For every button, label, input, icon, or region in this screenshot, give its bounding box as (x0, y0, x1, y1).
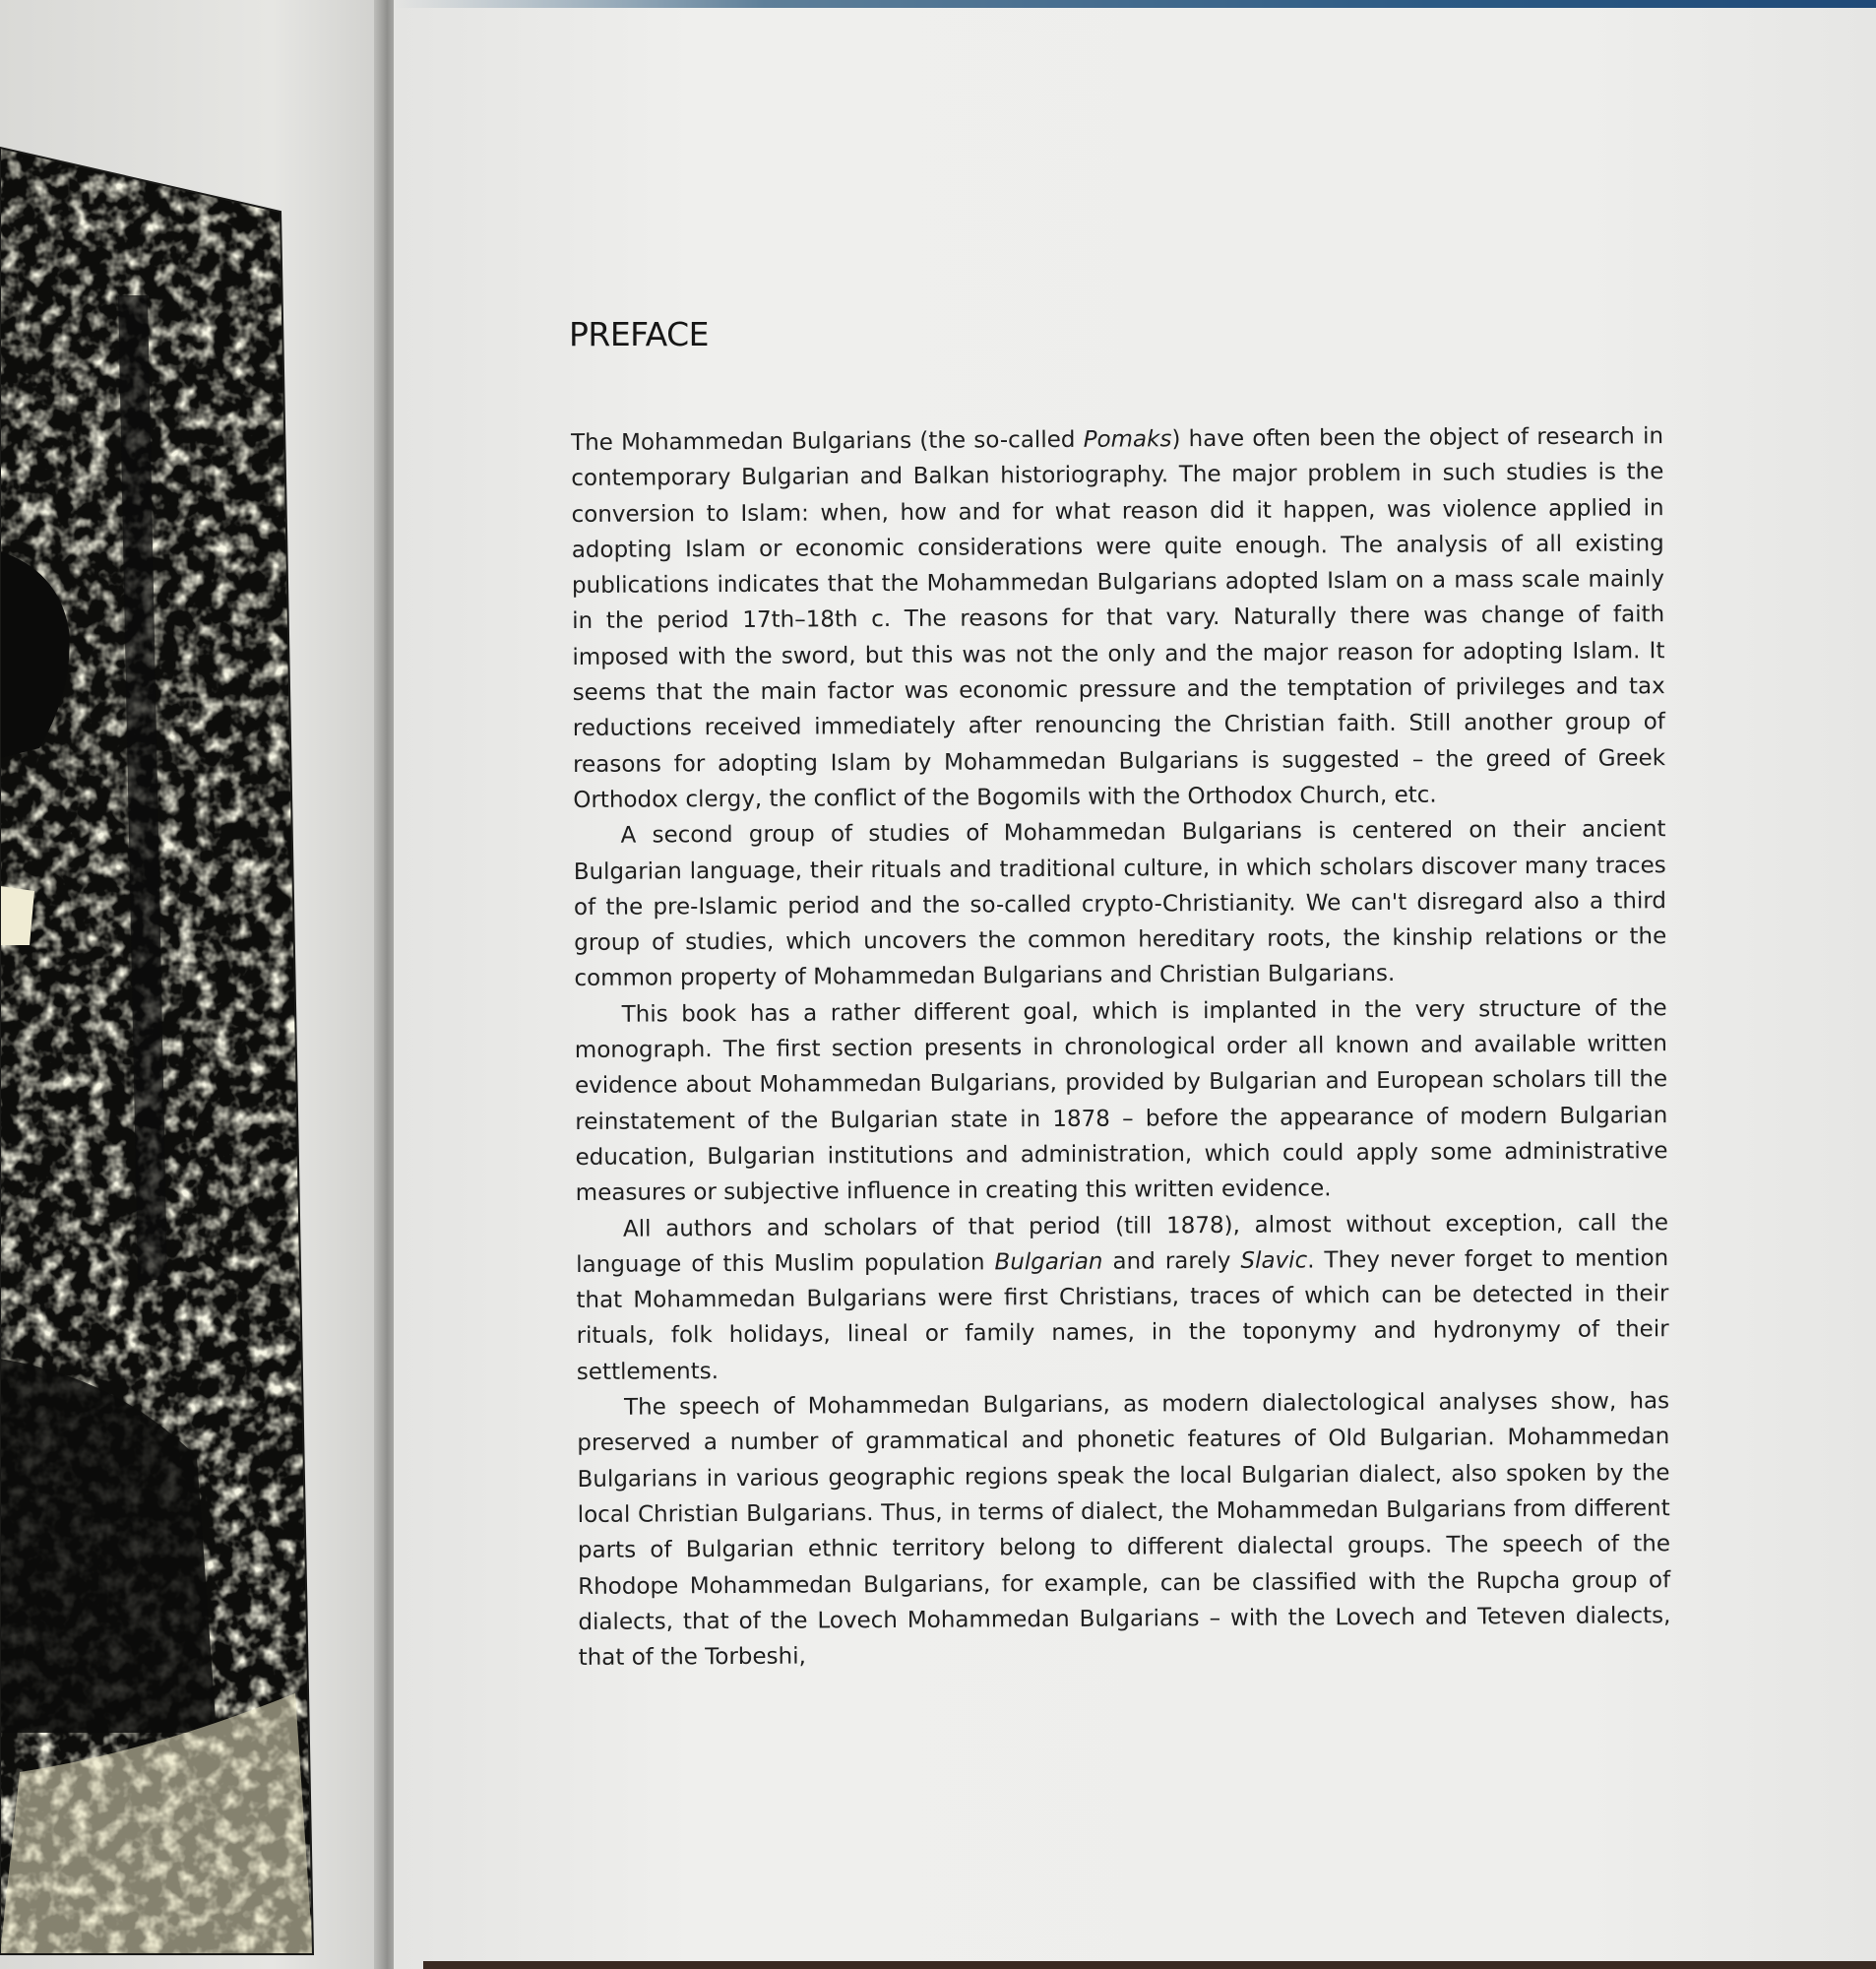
paragraph-2: A second group of studies of Mohammedan Bulgarians is centered on their ancient Bulgarian language, their rituals and traditional culture, in which scholars discover many traces of the pre-Islamic period and the so-called crypto-Christianity. We can't disregard also a third group of studies, which uncovers the common hereditary roots, the kinship relations or the common property of Mohammedan Bulgarians and Christian Bulgarians. (573, 816, 1667, 992)
paragraph-1: The Mohammedan Bulgarians (the so-called Pomaks) have often been the object of research in contemporary Bulgarian and Balkan historiography. The major problem in such studies is the conversion to Islam: when, how and for what reason did it happen, was violence applied in adopting Islam or economic considerations were quite enough. The analysis of all existing publications indicates that the Mohammedan Bulgarians adopted Islam on a mass scale mainly in the period 17th–18th c. The reasons for that vary. Naturally there was change of faith imposed with the sword, but this was not the only and the major reason for adopting Islam. It seems that the main factor was economic pressure and the temptation of privileges and tax reductions received immediately after renouncing the Christian faith. Still another group of reasons for adopting Islam by Mohammedan Bulgarians is suggested – the greed of Greek Orthodox clergy, the conflict of the Bogomils with the Orthodox Church, etc. (571, 423, 1666, 813)
paragraph-5: The speech of Mohammedan Bulgarians, as modern dialectological analyses show, has preserved a number of grammatical and phonetic features of Old Bulgarian. Mohammedan Bulgarians in various geographic regions speak the local Bulgarian dialect, also spoken by the local Christian Bulgarians. Thus, in terms of dialect, the Mohammedan Bulgarians from different parts of Bulgarian ethnic territory belong to different dialectal groups. The speech of the Rhodope Mohammedan Bulgarians, for example, can be classified with the Rupcha group of dialects, that of the Lovech Mohammedan Bulgarians – with the Lovech and Teteven dialects, that of the Torbeshi, (577, 1388, 1671, 1672)
paragraph-3: This book has a rather different goal, which is implanted in the very structure of the monograph. The first section presents in chronological order all known and available written evidence about Mohammedan Bulgarians, provided by Bulgarian and European scholars till the reinstatement of the Bulgarian state in 1878 – before the appearance of modern Bulgarian education, Bulgarian institutions and administration, which could apply some administrative measures or subjective influence in creating this written evidence. (574, 994, 1668, 1207)
left-page (0, 0, 389, 1969)
page-top-edge (394, 0, 1876, 8)
page-title: PREFACE (569, 315, 710, 353)
forest-photograph (0, 0, 389, 1969)
page-bottom-edge (423, 1961, 1876, 1969)
right-page (394, 0, 1876, 1969)
preface-body (571, 418, 1671, 1676)
paragraph-4: All authors and scholars of that period (till 1878), almost without exception, call the language of this Muslim population Bulgarian and rarely Slavic. They never forget to mention that Mohammedan Bulgarians were first Christians, traces of which can be detected in their rituals, folk holidays, lineal or family names, in the toponymy and hydronymy of their settlements. (576, 1209, 1669, 1385)
